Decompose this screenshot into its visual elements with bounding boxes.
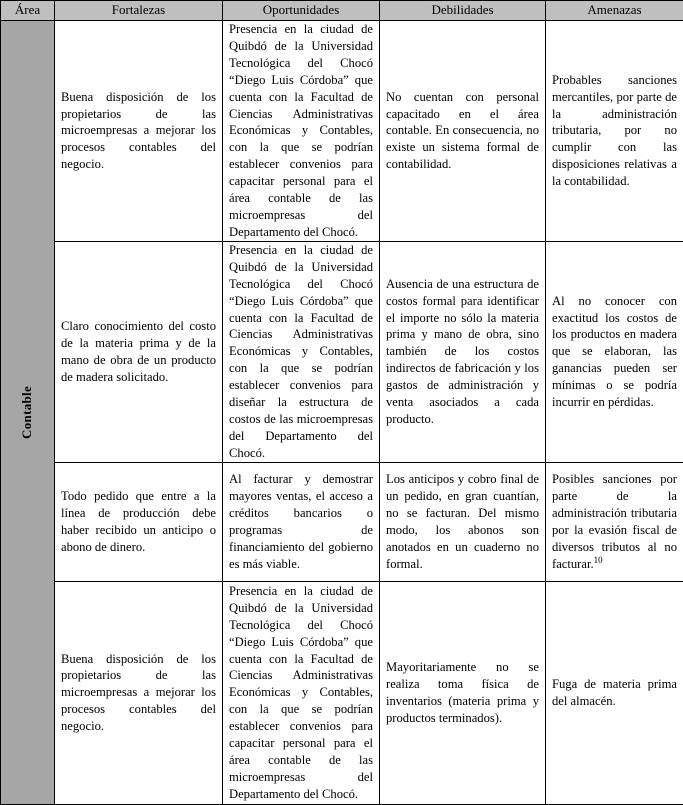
amenaza-cell [546, 462, 683, 581]
header-row [1, 1, 683, 21]
amenaza-cell: Fuga de materia prima del almacén. [546, 581, 683, 804]
area-label: Contable [19, 386, 36, 439]
header-debilidades: Debilidades [380, 1, 546, 21]
oportunidad-cell: Presencia en la ciudad de Quibdó de la Universidad Tecnológica del Chocó “Diego Luis Córdoba” que cuenta con la Facultad de Ciencias Administrativas Económicas y Contables, con la que se podrían establecer convenios para diseñar la estructura de costos de las microempresas del Departamento del Chocó. [223, 241, 380, 462]
header-amenazas: Amenazas [546, 1, 683, 21]
table-row [1, 581, 683, 804]
amenaza-cell: Al no conocer con exactitud los costos de los productos en madera que se elaboran, las ganancias pueden ser mínimas o se podría incurrir en pérdidas. [546, 241, 683, 462]
oportunidad-cell: Presencia en la ciudad de Quibdó de la Universidad Tecnológica del Chocó “Diego Luis Córdoba” que cuenta con la Facultad de Ciencias Administrativas Económicas y Contables, con la que se podrían establecer convenios para capacitar personal para el área contable de las microempresas del Departamento del Chocó. [223, 581, 380, 804]
table-row [1, 21, 683, 242]
fortaleza-cell: Claro conocimiento del costo de la materia prima y de la mano de obra de un producto de madera solicitado. [55, 241, 223, 462]
header-oportunidades: Oportunidades [223, 1, 380, 21]
oportunidad-cell: Al facturar y demostrar mayores ventas, el acceso a créditos bancarios o programas de financiamiento del gobierno es más viable. [223, 462, 380, 581]
fortaleza-cell: Buena disposición de los propietarios de las microempresas a mejorar los procesos contables del negocio. [55, 581, 223, 804]
table-row [1, 241, 683, 462]
debilidad-cell: No cuentan con personal capacitado en el área contable. En consecuencia, no existe un sistema formal de contabilidad. [380, 21, 546, 242]
table-row [1, 462, 683, 581]
amenaza-text: Posibles sanciones por parte de la administración tributaria por la evasión fiscal de diversos tributos al no facturar. [552, 472, 677, 571]
debilidad-cell: Mayoritariamente no se realiza toma física de inventarios (materia prima y productos terminados). [380, 581, 546, 804]
debilidad-cell: Los anticipos y cobro final de un pedido, en gran cuantían, no se facturan. Del mismo modo, los abonos son anotados en un cuaderno no formal. [380, 462, 546, 581]
area-cell [1, 21, 55, 805]
amenaza-cell: Probables sanciones mercantiles, por parte de la administración tributaria, por no cumplir con las disposiciones relativas a la contabilidad. [546, 21, 683, 242]
header-area: Área [1, 1, 55, 21]
header-fortalezas: Fortalezas [55, 1, 223, 21]
oportunidad-cell: Presencia en la ciudad de Quibdó de la Universidad Tecnológica del Chocó “Diego Luis Córdoba” que cuenta con la Facultad de Ciencias Administrativas Económicas y Contables, con la que se podrían establecer convenios para capacitar personal para el área contable de las microempresas del Departamento del Chocó. [223, 21, 380, 242]
fortaleza-cell: Buena disposición de los propietarios de las microempresas a mejorar los procesos contables del negocio. [55, 21, 223, 242]
debilidad-cell: Ausencia de una estructura de costos formal para identificar el importe no sólo la materia prima y mano de obra, sino también de los costos indirectos de fabricación y los gastos de administración y venta asociados a cada producto. [380, 241, 546, 462]
footnote-marker[interactable]: 10 [594, 554, 603, 564]
fortaleza-cell: Todo pedido que entre a la línea de producción debe haber recibido un anticipo o abono de dinero. [55, 462, 223, 581]
